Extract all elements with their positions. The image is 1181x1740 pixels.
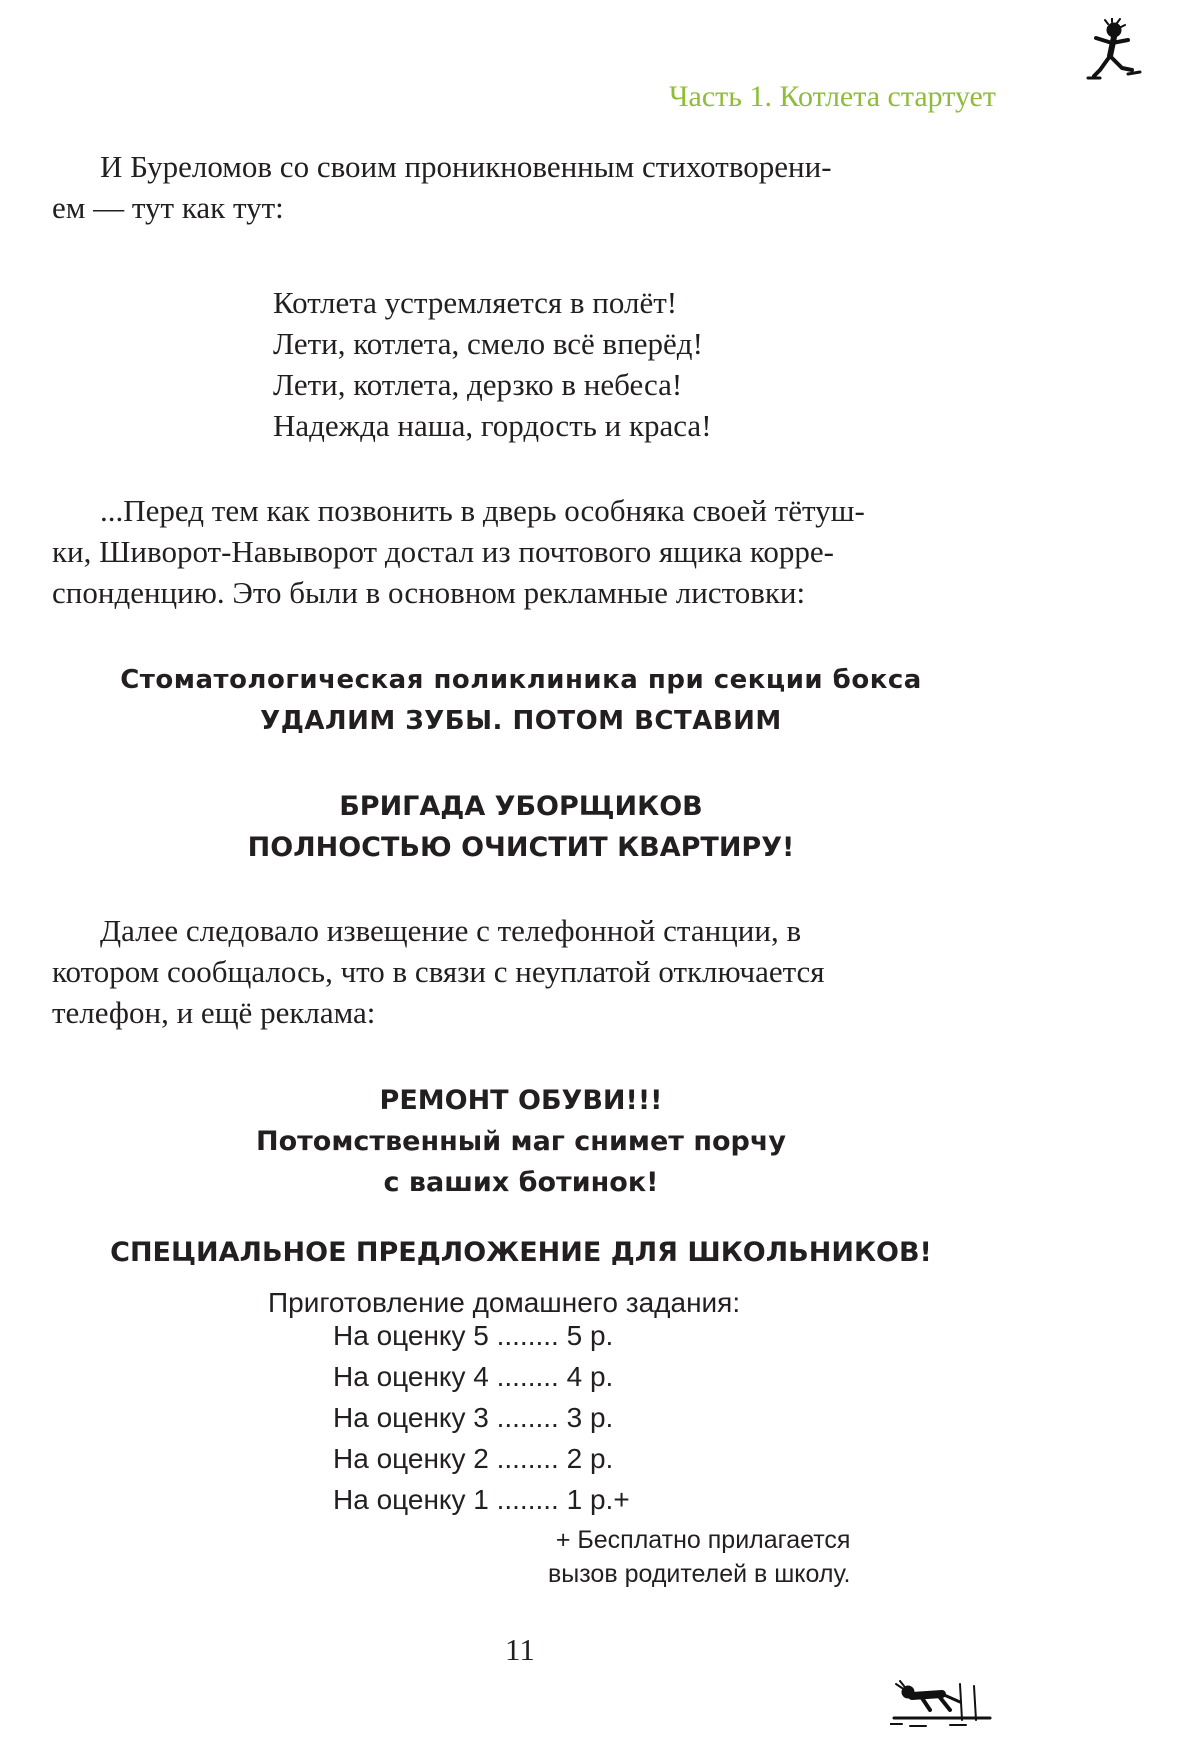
text-line: Далее следовало извещение с телефонной станции, в [100, 913, 802, 948]
ad-dentist [52, 660, 990, 742]
ad-line: СПЕЦИАЛЬНОЕ ПРЕДЛОЖЕНИЕ ДЛЯ ШКОЛЬНИКОВ! [110, 1237, 932, 1268]
text-line: И Буреломов со своим проникновенным стихотворени- [100, 149, 832, 184]
ad-line: БРИГАДА УБОРЩИКОВ [339, 791, 703, 822]
intro-paragraph [52, 146, 990, 228]
price-row: На оценку 4 ........ 4 р. [333, 1361, 614, 1392]
poem [273, 282, 712, 446]
skier-figure-icon [890, 1680, 1000, 1730]
footnote-line: + Бесплатно прилагается [555, 1526, 851, 1554]
price-row: На оценку 3 ........ 3 р. [333, 1402, 614, 1433]
ad-line: УДАЛИМ ЗУБЫ. ПОТОМ ВСТАВИМ [260, 706, 782, 736]
price-row: На оценку 1 ........ 1 р.+ [333, 1484, 630, 1515]
narration-paragraph-2 [52, 910, 990, 1033]
text-line: спонденцию. Это были в основном рекламные листовки: [52, 575, 806, 610]
ad-line: Потомственный маг снимет порчу [256, 1126, 786, 1157]
ad-line: с ваших ботинок! [383, 1167, 659, 1198]
poem-line: Лети, котлета, дерзко в небеса! [273, 367, 683, 402]
poem-line: Лети, котлета, смело всё вперёд! [273, 326, 703, 361]
ad-line: Стоматологическая поликлиника при секции бокса [120, 665, 922, 695]
text-line: котором сообщалось, что в связи с неуплатой отключается [52, 954, 825, 989]
poem-line: Надежда наша, гордость и краса! [273, 408, 712, 443]
ad-shoes [52, 1080, 990, 1203]
poem-line: Котлета устремляется в полёт! [273, 285, 678, 320]
narration-paragraph [52, 490, 990, 613]
ad-line: ПОЛНОСТЬЮ ОЧИСТИТ КВАРТИРУ! [247, 832, 795, 863]
text-line: телефон, и ещё реклама: [52, 995, 376, 1030]
text-line: ки, Шиворот-Навыворот достал из почтового ящика корре- [52, 534, 834, 569]
footnote [548, 1523, 850, 1591]
price-row: На оценку 5 ........ 5 р. [333, 1320, 614, 1351]
price-row: На оценку 2 ........ 2 р. [333, 1443, 614, 1474]
ad-line: РЕМОНТ ОБУВИ!!! [379, 1085, 663, 1116]
text-line: ...Перед тем как позвонить в дверь особняка своей тётуш- [100, 493, 865, 528]
footnote-line: вызов родителей в школу. [548, 1560, 851, 1588]
homework-subtitle: Приготовление домашнего задания: [268, 1287, 741, 1318]
ad-school-headline [52, 1232, 990, 1273]
skater-figure-icon [1070, 18, 1150, 86]
ad-cleaners [52, 786, 990, 868]
running-head: Часть 1. Котлета стартует [669, 80, 996, 113]
page-number: 11 [505, 1632, 535, 1667]
text-line: ем — тут как тут: [52, 190, 284, 225]
